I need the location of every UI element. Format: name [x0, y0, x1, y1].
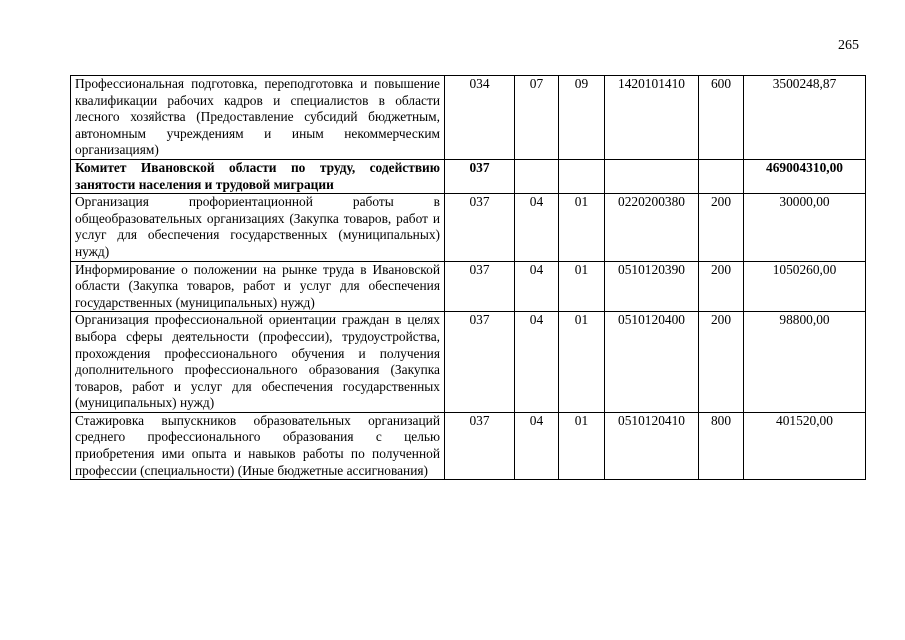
row-description: Организация профориентационной работы в общеобразовательных организациях (Закупка товаров, работ и услуг для обеспечения государственных (муниципальных) нужд): [71, 194, 445, 261]
row-ministry-code: 037: [445, 194, 515, 261]
table-row: [71, 76, 866, 160]
row-amount: 3500248,87: [744, 76, 866, 160]
row-subsection-code: 01: [559, 312, 605, 413]
row-description: Профессиональная подготовка, переподготовка и повышение квалификации рабочих кадров и специалистов в области лесного хозяйства (Предоставление субсидий бюджетным, автономным учреждениям и иным некоммерческим организациям): [71, 76, 445, 160]
row-amount: 1050260,00: [744, 261, 866, 312]
row-section-code: [515, 159, 559, 193]
row-target-code: 0220200380: [605, 194, 699, 261]
row-description: Организация профессиональной ориентации граждан в целях выбора сферы деятельности (профессии), трудоустройства, прохождения профессионального обучения и получения дополнительного профессионального образования (Закупка товаров, работ и услуг для обеспечения государственных (муниципальных) нужд): [71, 312, 445, 413]
row-target-code: 1420101410: [605, 76, 699, 160]
row-expense-type: 200: [699, 261, 744, 312]
row-amount: 98800,00: [744, 312, 866, 413]
table-row: [71, 159, 866, 193]
row-section-code: 07: [515, 76, 559, 160]
row-target-code: 0510120410: [605, 412, 699, 479]
row-expense-type: 800: [699, 412, 744, 479]
table-row: [71, 312, 866, 413]
row-target-code: 0510120390: [605, 261, 699, 312]
row-amount: 469004310,00: [744, 159, 866, 193]
row-description: Комитет Ивановской области по труду, содействию занятости населения и трудовой миграции: [71, 159, 445, 193]
row-subsection-code: [559, 159, 605, 193]
row-ministry-code: 037: [445, 412, 515, 479]
row-section-code: 04: [515, 261, 559, 312]
row-section-code: 04: [515, 194, 559, 261]
budget-table: [70, 75, 866, 480]
row-expense-type: 200: [699, 194, 744, 261]
row-subsection-code: 01: [559, 261, 605, 312]
row-section-code: 04: [515, 412, 559, 479]
row-amount: 30000,00: [744, 194, 866, 261]
table-row: [71, 194, 866, 261]
row-ministry-code: 037: [445, 159, 515, 193]
row-description: Стажировка выпускников образовательных организаций среднего профессионального образования с целью приобретения ими опыта и навыков работы по полученной профессии (специальности) (Иные бюджетные ассигнования): [71, 412, 445, 479]
row-expense-type: 200: [699, 312, 744, 413]
row-amount: 401520,00: [744, 412, 866, 479]
page-number: 265: [838, 38, 859, 53]
row-expense-type: [699, 159, 744, 193]
row-expense-type: 600: [699, 76, 744, 160]
row-target-code: [605, 159, 699, 193]
table-row: [71, 412, 866, 479]
row-ministry-code: 034: [445, 76, 515, 160]
row-ministry-code: 037: [445, 261, 515, 312]
row-subsection-code: 01: [559, 412, 605, 479]
table-row: [71, 261, 866, 312]
row-target-code: 0510120400: [605, 312, 699, 413]
row-subsection-code: 01: [559, 194, 605, 261]
row-description: Информирование о положении на рынке труда в Ивановской области (Закупка товаров, работ и услуг для обеспечения государственных (муниципальных) нужд): [71, 261, 445, 312]
row-subsection-code: 09: [559, 76, 605, 160]
row-section-code: 04: [515, 312, 559, 413]
row-ministry-code: 037: [445, 312, 515, 413]
